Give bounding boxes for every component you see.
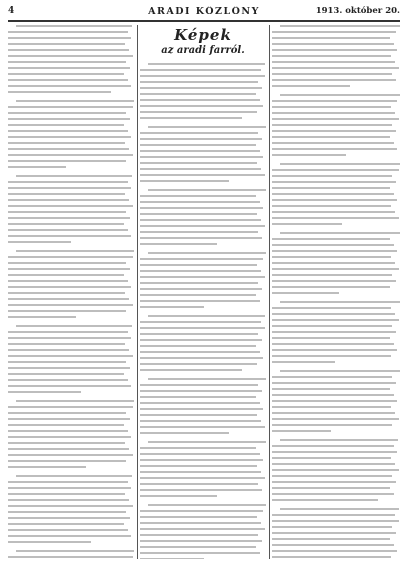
newspaper-name: ARADI KÖZLÖNY bbox=[148, 6, 260, 17]
text-line-placeholder bbox=[8, 106, 133, 108]
text-line-placeholder bbox=[8, 241, 71, 243]
text-line-placeholder bbox=[8, 412, 126, 414]
text-line-placeholder bbox=[272, 85, 350, 87]
text-line-placeholder bbox=[272, 118, 399, 120]
text-line-placeholder bbox=[16, 175, 132, 177]
text-line-placeholder bbox=[140, 219, 261, 221]
text-line-placeholder bbox=[280, 232, 400, 234]
text-line-placeholder bbox=[272, 463, 395, 465]
text-line-placeholder bbox=[272, 499, 378, 501]
text-line-placeholder bbox=[272, 355, 391, 357]
text-line-placeholder bbox=[140, 201, 260, 203]
newspaper-page bbox=[8, 6, 400, 562]
text-line-placeholder bbox=[140, 357, 263, 359]
text-line-placeholder bbox=[272, 412, 395, 414]
text-line-placeholder bbox=[272, 538, 390, 540]
text-line-placeholder bbox=[8, 262, 126, 264]
text-line-placeholder bbox=[140, 390, 262, 392]
column-3 bbox=[272, 25, 400, 559]
text-line-placeholder bbox=[140, 402, 260, 404]
text-line-placeholder bbox=[8, 55, 133, 57]
column-1 bbox=[8, 25, 134, 559]
text-line-placeholder bbox=[140, 276, 265, 278]
text-line-placeholder bbox=[8, 154, 133, 156]
text-line-placeholder bbox=[148, 252, 266, 254]
text-line-placeholder bbox=[272, 544, 394, 546]
text-line-placeholder bbox=[8, 331, 128, 333]
text-line-placeholder bbox=[280, 301, 400, 303]
text-line-placeholder bbox=[140, 231, 258, 233]
text-line-placeholder bbox=[8, 79, 128, 81]
text-line-placeholder bbox=[272, 481, 396, 483]
text-line-placeholder bbox=[272, 550, 397, 552]
text-line-placeholder bbox=[8, 385, 131, 387]
text-line-placeholder bbox=[140, 99, 260, 101]
text-line-placeholder bbox=[272, 406, 391, 408]
text-line-placeholder bbox=[272, 175, 392, 177]
text-line-placeholder bbox=[272, 349, 397, 351]
text-line-placeholder bbox=[8, 466, 86, 468]
text-line-placeholder bbox=[148, 504, 266, 506]
text-line-placeholder bbox=[8, 67, 130, 69]
text-line-placeholder bbox=[8, 460, 126, 462]
text-line-placeholder bbox=[272, 31, 396, 33]
text-line-placeholder bbox=[8, 436, 131, 438]
column-1-text bbox=[8, 25, 134, 559]
text-line-placeholder bbox=[272, 169, 399, 171]
text-line-placeholder bbox=[140, 150, 260, 152]
text-line-placeholder bbox=[8, 136, 131, 138]
text-line-placeholder bbox=[8, 529, 128, 531]
text-line-placeholder bbox=[272, 319, 399, 321]
text-line-placeholder bbox=[140, 117, 242, 119]
text-line-placeholder bbox=[8, 205, 133, 207]
text-line-placeholder bbox=[8, 91, 111, 93]
text-line-placeholder bbox=[280, 439, 398, 441]
text-line-placeholder bbox=[140, 294, 256, 296]
text-line-placeholder bbox=[272, 451, 397, 453]
text-line-placeholder bbox=[148, 63, 265, 65]
text-line-placeholder bbox=[16, 100, 134, 102]
text-line-placeholder bbox=[140, 327, 265, 329]
text-line-placeholder bbox=[272, 73, 392, 75]
text-line-placeholder bbox=[8, 355, 133, 357]
column-2 bbox=[140, 25, 266, 559]
text-line-placeholder bbox=[272, 556, 391, 558]
text-line-placeholder bbox=[272, 130, 396, 132]
text-line-placeholder bbox=[280, 94, 400, 96]
text-line-placeholder bbox=[140, 420, 261, 422]
text-line-placeholder bbox=[272, 142, 394, 144]
text-line-placeholder bbox=[272, 475, 392, 477]
text-line-placeholder bbox=[8, 448, 129, 450]
article-heading bbox=[140, 25, 266, 63]
text-line-placeholder bbox=[272, 55, 391, 57]
text-line-placeholder bbox=[272, 250, 397, 252]
text-line-placeholder bbox=[272, 445, 394, 447]
text-line-placeholder bbox=[140, 465, 257, 467]
issue-date: 1913. október 20. bbox=[315, 6, 400, 16]
text-line-placeholder bbox=[272, 280, 396, 282]
text-line-placeholder bbox=[272, 37, 390, 39]
text-line-placeholder bbox=[272, 493, 394, 495]
text-line-placeholder bbox=[140, 69, 261, 71]
text-line-placeholder bbox=[272, 112, 395, 114]
column-divider bbox=[137, 25, 138, 559]
text-line-placeholder bbox=[272, 244, 394, 246]
text-line-placeholder bbox=[148, 126, 266, 128]
text-line-placeholder bbox=[8, 349, 129, 351]
text-line-placeholder bbox=[140, 546, 256, 548]
text-line-placeholder bbox=[8, 454, 133, 456]
text-line-placeholder bbox=[272, 124, 392, 126]
text-line-placeholder bbox=[8, 217, 130, 219]
text-line-placeholder bbox=[272, 262, 395, 264]
text-line-placeholder bbox=[8, 505, 133, 507]
text-line-placeholder bbox=[8, 391, 81, 393]
text-line-placeholder bbox=[16, 550, 134, 552]
text-line-placeholder bbox=[272, 238, 390, 240]
text-line-placeholder bbox=[140, 162, 257, 164]
text-line-placeholder bbox=[8, 199, 129, 201]
text-line-placeholder bbox=[8, 130, 128, 132]
text-line-placeholder bbox=[140, 288, 262, 290]
text-line-placeholder bbox=[272, 487, 390, 489]
text-line-placeholder bbox=[8, 406, 133, 408]
article-title: Képek bbox=[174, 26, 232, 44]
text-line-placeholder bbox=[8, 523, 124, 525]
text-line-placeholder bbox=[140, 225, 265, 227]
text-line-placeholder bbox=[148, 315, 265, 317]
text-line-placeholder bbox=[272, 520, 399, 522]
text-line-placeholder bbox=[8, 379, 128, 381]
text-line-placeholder bbox=[140, 345, 256, 347]
text-line-placeholder bbox=[272, 331, 396, 333]
text-line-placeholder bbox=[140, 447, 256, 449]
text-line-placeholder bbox=[272, 67, 399, 69]
text-line-placeholder bbox=[280, 25, 400, 27]
text-line-placeholder bbox=[140, 453, 260, 455]
text-line-placeholder bbox=[272, 154, 346, 156]
text-line-placeholder bbox=[8, 31, 128, 33]
text-line-placeholder bbox=[272, 100, 397, 102]
text-line-placeholder bbox=[272, 388, 390, 390]
text-line-placeholder bbox=[140, 195, 256, 197]
text-line-placeholder bbox=[8, 418, 130, 420]
text-line-placeholder bbox=[8, 298, 129, 300]
text-line-placeholder bbox=[140, 552, 260, 554]
text-line-placeholder bbox=[8, 361, 126, 363]
text-line-placeholder bbox=[16, 325, 132, 327]
text-line-placeholder bbox=[140, 369, 242, 371]
text-line-placeholder bbox=[140, 75, 265, 77]
text-line-placeholder bbox=[272, 211, 395, 213]
text-line-placeholder bbox=[272, 514, 395, 516]
text-line-placeholder bbox=[140, 477, 265, 479]
text-line-placeholder bbox=[8, 37, 131, 39]
text-line-placeholder bbox=[8, 112, 126, 114]
text-line-placeholder bbox=[8, 43, 125, 45]
text-line-placeholder bbox=[272, 223, 342, 225]
text-line-placeholder bbox=[8, 517, 130, 519]
text-line-placeholder bbox=[16, 400, 134, 402]
text-line-placeholder bbox=[140, 270, 261, 272]
text-line-placeholder bbox=[140, 300, 260, 302]
text-line-placeholder bbox=[272, 418, 399, 420]
text-line-placeholder bbox=[140, 81, 258, 83]
text-line-placeholder bbox=[272, 148, 397, 150]
text-line-placeholder bbox=[140, 489, 262, 491]
text-line-placeholder bbox=[272, 313, 395, 315]
text-line-placeholder bbox=[272, 79, 396, 81]
article-subtitle: az aradi farról. bbox=[161, 45, 245, 56]
text-line-placeholder bbox=[272, 337, 390, 339]
text-line-placeholder bbox=[272, 268, 399, 270]
text-line-placeholder bbox=[140, 414, 257, 416]
text-line-placeholder bbox=[140, 174, 265, 176]
text-line-placeholder bbox=[148, 441, 266, 443]
text-line-placeholder bbox=[272, 256, 391, 258]
text-line-placeholder bbox=[140, 408, 263, 410]
text-line-placeholder bbox=[8, 430, 128, 432]
text-line-placeholder bbox=[8, 160, 126, 162]
text-line-placeholder bbox=[8, 511, 126, 513]
text-line-placeholder bbox=[272, 361, 335, 363]
text-line-placeholder bbox=[272, 106, 391, 108]
page-number: 4 bbox=[8, 6, 15, 16]
text-line-placeholder bbox=[8, 286, 131, 288]
text-line-placeholder bbox=[140, 213, 257, 215]
text-line-placeholder bbox=[272, 382, 396, 384]
text-line-placeholder bbox=[272, 457, 391, 459]
text-line-placeholder bbox=[8, 148, 129, 150]
masthead bbox=[8, 6, 400, 22]
text-line-placeholder bbox=[140, 87, 262, 89]
text-line-placeholder bbox=[272, 43, 394, 45]
text-line-placeholder bbox=[8, 373, 124, 375]
text-line-placeholder bbox=[272, 376, 392, 378]
text-line-placeholder bbox=[140, 339, 262, 341]
text-line-placeholder bbox=[8, 481, 128, 483]
text-line-placeholder bbox=[140, 516, 257, 518]
text-line-placeholder bbox=[8, 541, 91, 543]
text-line-placeholder bbox=[8, 310, 126, 312]
text-line-placeholder bbox=[272, 400, 397, 402]
text-line-placeholder bbox=[148, 189, 266, 191]
text-line-placeholder bbox=[8, 493, 125, 495]
text-line-placeholder bbox=[140, 483, 258, 485]
text-line-placeholder bbox=[140, 459, 263, 461]
text-line-placeholder bbox=[16, 250, 134, 252]
text-line-placeholder bbox=[272, 217, 399, 219]
text-line-placeholder bbox=[140, 540, 262, 542]
text-line-placeholder bbox=[272, 181, 396, 183]
text-line-placeholder bbox=[8, 235, 131, 237]
text-line-placeholder bbox=[140, 93, 256, 95]
text-line-placeholder bbox=[272, 187, 390, 189]
text-line-placeholder bbox=[140, 495, 217, 497]
text-line-placeholder bbox=[140, 333, 258, 335]
text-line-placeholder bbox=[140, 144, 256, 146]
text-line-placeholder bbox=[272, 307, 391, 309]
text-line-placeholder bbox=[8, 304, 133, 306]
text-line-placeholder bbox=[272, 49, 397, 51]
text-line-placeholder bbox=[8, 556, 133, 558]
text-line-placeholder bbox=[8, 337, 131, 339]
text-line-placeholder bbox=[140, 258, 263, 260]
text-line-placeholder bbox=[8, 166, 66, 168]
text-line-placeholder bbox=[140, 510, 263, 512]
text-line-placeholder bbox=[140, 471, 261, 473]
text-line-placeholder bbox=[8, 280, 128, 282]
text-line-placeholder bbox=[8, 274, 124, 276]
text-line-placeholder bbox=[272, 292, 339, 294]
text-line-placeholder bbox=[8, 229, 128, 231]
text-line-placeholder bbox=[140, 558, 204, 559]
text-line-placeholder bbox=[8, 85, 131, 87]
text-line-placeholder bbox=[140, 528, 265, 530]
text-line-placeholder bbox=[8, 211, 126, 213]
column-3-text bbox=[272, 25, 400, 559]
text-line-placeholder bbox=[272, 136, 390, 138]
text-line-placeholder bbox=[140, 396, 256, 398]
text-line-placeholder bbox=[8, 223, 124, 225]
text-line-placeholder bbox=[8, 424, 124, 426]
text-line-placeholder bbox=[272, 343, 394, 345]
text-line-placeholder bbox=[272, 286, 390, 288]
text-line-placeholder bbox=[8, 499, 129, 501]
text-line-placeholder bbox=[8, 367, 130, 369]
text-line-placeholder bbox=[148, 378, 266, 380]
text-line-placeholder bbox=[8, 61, 126, 63]
text-line-placeholder bbox=[272, 430, 331, 432]
text-line-placeholder bbox=[140, 243, 217, 245]
text-line-placeholder bbox=[16, 475, 132, 477]
text-line-placeholder bbox=[272, 424, 392, 426]
text-line-placeholder bbox=[8, 316, 76, 318]
text-line-placeholder bbox=[272, 193, 394, 195]
text-line-placeholder bbox=[140, 432, 229, 434]
text-line-placeholder bbox=[8, 268, 130, 270]
text-line-placeholder bbox=[140, 132, 258, 134]
text-line-placeholder bbox=[280, 370, 400, 372]
article-columns bbox=[8, 25, 400, 559]
text-line-placeholder bbox=[140, 351, 260, 353]
text-line-placeholder bbox=[280, 163, 400, 165]
text-line-placeholder bbox=[140, 384, 258, 386]
text-line-placeholder bbox=[272, 199, 397, 201]
text-line-placeholder bbox=[8, 487, 131, 489]
text-line-placeholder bbox=[140, 306, 204, 308]
text-line-placeholder bbox=[140, 282, 258, 284]
text-line-placeholder bbox=[272, 526, 392, 528]
text-line-placeholder bbox=[140, 168, 261, 170]
text-line-placeholder bbox=[140, 180, 229, 182]
text-line-placeholder bbox=[140, 105, 263, 107]
text-line-placeholder bbox=[8, 193, 125, 195]
text-line-placeholder bbox=[8, 343, 125, 345]
text-line-placeholder bbox=[140, 522, 261, 524]
column-divider bbox=[269, 25, 270, 559]
text-line-placeholder bbox=[272, 394, 394, 396]
text-line-placeholder bbox=[8, 73, 124, 75]
text-line-placeholder bbox=[8, 292, 125, 294]
text-line-placeholder bbox=[272, 469, 399, 471]
text-line-placeholder bbox=[272, 325, 392, 327]
text-line-placeholder bbox=[8, 49, 129, 51]
text-line-placeholder bbox=[8, 181, 128, 183]
text-line-placeholder bbox=[140, 156, 263, 158]
text-line-placeholder bbox=[140, 264, 257, 266]
text-line-placeholder bbox=[140, 111, 257, 113]
text-line-placeholder bbox=[140, 426, 265, 428]
text-line-placeholder bbox=[140, 207, 263, 209]
text-line-placeholder bbox=[280, 508, 399, 510]
text-line-placeholder bbox=[8, 142, 125, 144]
text-line-placeholder bbox=[8, 118, 130, 120]
text-line-placeholder bbox=[8, 442, 125, 444]
text-line-placeholder bbox=[8, 535, 131, 537]
text-line-placeholder bbox=[140, 321, 261, 323]
text-line-placeholder bbox=[272, 205, 391, 207]
text-line-placeholder bbox=[272, 274, 392, 276]
text-line-placeholder bbox=[140, 534, 258, 536]
column-2-text bbox=[140, 63, 266, 559]
text-line-placeholder bbox=[16, 25, 132, 27]
text-line-placeholder bbox=[8, 256, 133, 258]
text-line-placeholder bbox=[272, 61, 395, 63]
text-line-placeholder bbox=[140, 363, 257, 365]
text-line-placeholder bbox=[8, 187, 131, 189]
text-line-placeholder bbox=[140, 237, 262, 239]
text-line-placeholder bbox=[8, 124, 124, 126]
text-line-placeholder bbox=[140, 138, 262, 140]
text-line-placeholder bbox=[272, 532, 396, 534]
